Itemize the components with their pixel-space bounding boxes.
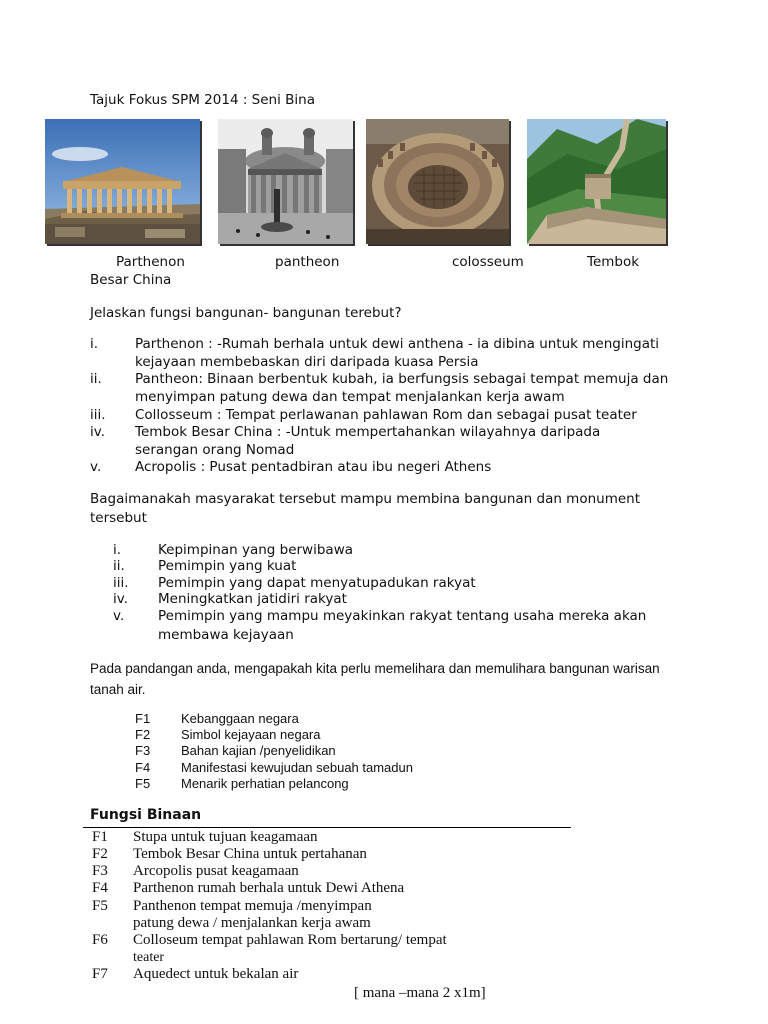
- f-text: Manifestasi kewujudan sebuah tamadun: [181, 760, 413, 775]
- caption-tembok: Tembok: [587, 254, 640, 270]
- fb-code: F3: [92, 863, 108, 879]
- f-code: F3: [135, 743, 151, 758]
- list-item-number: iv.: [113, 591, 128, 607]
- fb-text: teater: [133, 950, 165, 965]
- f-code: F4: [135, 760, 151, 775]
- question-1: Jelaskan fungsi bangunan- bangunan terebut?: [90, 305, 402, 321]
- list-item-text: Meningkatkan jatidiri rakyat: [158, 591, 347, 607]
- list-item-text: kejayaan membebaskan diri daripada kuasa Persia: [135, 354, 479, 370]
- f-code: F1: [135, 711, 151, 726]
- caption-tembok-wrap: Besar China: [90, 272, 172, 288]
- f-text: Bahan kajian /penyelidikan: [181, 743, 336, 758]
- page-title: Tajuk Fokus SPM 2014 : Seni Bina: [90, 92, 315, 108]
- list-item-text: serangan orang Nomad: [135, 442, 295, 458]
- list-item-number: iv.: [90, 424, 105, 440]
- fb-text: patung dewa / menjalankan kerja awam: [133, 915, 371, 931]
- question-2-line2: tersebut: [90, 510, 147, 526]
- great-wall-photo: [527, 119, 666, 244]
- fb-code: F4: [92, 880, 108, 896]
- list-item-text: menyimpan patung dewa dan tempat menjalankan kerja awam: [135, 389, 565, 405]
- fungsi-binaan-heading: Fungsi Binaan: [90, 807, 202, 823]
- list-item-text: Kepimpinan yang berwibawa: [158, 542, 354, 558]
- pantheon-photo: [218, 119, 353, 244]
- fb-text: Arcopolis pusat keagamaan: [133, 863, 299, 879]
- list-item-text: Collosseum : Tempat perlawanan pahlawan Rom dan sebagai pusat teater: [135, 407, 637, 423]
- list-item-text: Pemimpin yang mampu meyakinkan rakyat tentang usaha mereka akan: [158, 608, 647, 624]
- question-2-line1: Bagaimanakah masyarakat tersebut mampu membina bangunan dan monument: [90, 491, 641, 507]
- list-item-text: Acropolis : Pusat pentadbiran atau ibu negeri Athens: [135, 459, 492, 475]
- fb-text: Colloseum tempat pahlawan Rom bertarung/ tempat: [133, 932, 447, 948]
- heading-underline: [83, 827, 571, 828]
- list-item-number: ii.: [90, 371, 102, 387]
- list-item-text: Pantheon: Binaan berbentuk kubah, ia berfungsis sebagai tempat memuja dan: [135, 371, 669, 387]
- fb-text: Aquedect untuk bekalan air: [133, 966, 299, 982]
- list-item-number: i.: [90, 336, 99, 352]
- f-text: Menarik perhatian pelancong: [181, 776, 349, 791]
- question-3-line1: Pada pandangan anda, mengapakah kita perlu memelihara dan memulihara bangunan warisan: [90, 661, 660, 676]
- caption-colosseum: colosseum: [452, 254, 524, 270]
- list-item-number: v.: [113, 608, 125, 624]
- fb-code: F1: [92, 829, 108, 845]
- list-item-number: i.: [113, 542, 122, 558]
- list-item-number: ii.: [113, 558, 125, 574]
- fb-text: Tembok Besar China untuk pertahanan: [133, 846, 367, 862]
- f-code: F5: [135, 776, 151, 791]
- f-text: Simbol kejayaan negara: [181, 727, 321, 742]
- fb-text: Panthenon tempat memuja /menyimpan: [133, 898, 372, 914]
- list-item-number: iii.: [113, 575, 129, 591]
- fb-code: F6: [92, 932, 108, 948]
- fb-code: F2: [92, 846, 108, 862]
- caption-parthenon: Parthenon: [116, 254, 185, 270]
- list-item-text: Parthenon : -Rumah berhala untuk dewi anthena - ia dibina untuk mengingati: [135, 336, 660, 352]
- fb-code: F7: [92, 966, 108, 982]
- parthenon-photo: [45, 119, 200, 244]
- question-3-line2: tanah air.: [90, 682, 146, 697]
- fb-text: Parthenon rumah berhala untuk Dewi Athena: [133, 880, 405, 896]
- list-item-text: Pemimpin yang kuat: [158, 558, 297, 574]
- f-text: Kebanggaan negara: [181, 711, 299, 726]
- list-item-number: iii.: [90, 407, 106, 423]
- marks-note: [ mana –mana 2 x1m]: [354, 985, 486, 1001]
- colosseum-photo: [366, 119, 509, 244]
- caption-pantheon: pantheon: [275, 254, 340, 270]
- fb-code: F5: [92, 898, 108, 914]
- list-item-text: Pemimpin yang dapat menyatupadukan rakyat: [158, 575, 476, 591]
- list-item-text: membawa kejayaan: [158, 627, 294, 643]
- list-item-text: Tembok Besar China : -Untuk mempertahankan wilayahnya daripada: [135, 424, 601, 440]
- fb-text: Stupa untuk tujuan keagamaan: [133, 829, 318, 845]
- list-item-number: v.: [90, 459, 102, 475]
- f-code: F2: [135, 727, 151, 742]
